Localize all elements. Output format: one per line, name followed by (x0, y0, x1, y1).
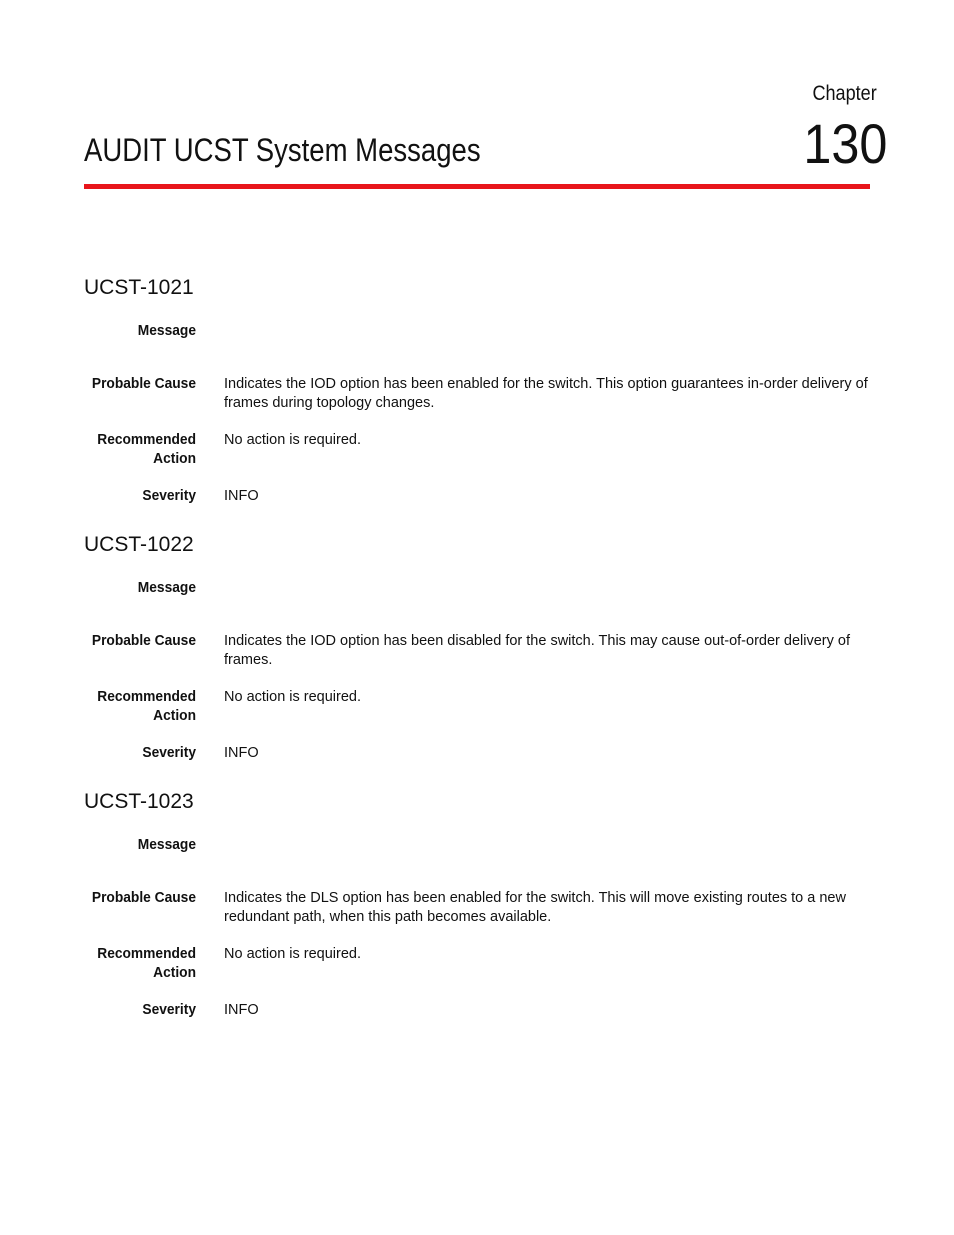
recommended-label-line2: Action (153, 451, 196, 467)
section-ucst-1021 (84, 276, 874, 504)
severity-label: Severity (142, 1002, 196, 1018)
probable-cause-label: Probable Cause (91, 376, 196, 392)
title-rule (84, 184, 870, 189)
message-label: Message (137, 837, 196, 853)
recommended-action-label (90, 688, 196, 726)
recommended-action-text: No action is required. (224, 946, 362, 962)
severity-value: INFO (224, 745, 259, 761)
section-heading: UCST-1021 (84, 276, 194, 299)
severity-value: INFO (224, 488, 259, 504)
recommended-action-label (90, 945, 196, 983)
chapter-label: Chapter (812, 82, 877, 105)
section-ucst-1022 (84, 533, 874, 761)
probable-cause-label: Probable Cause (91, 890, 196, 906)
probable-cause-text: Indicates the IOD option has been enabled for the switch. This option guarantees in-order delivery of frames during topology changes. (224, 376, 868, 411)
chapter-number: 130 (802, 112, 887, 175)
severity-label: Severity (142, 488, 196, 504)
message-label: Message (137, 323, 196, 339)
recommended-label-line1: Recommended (97, 432, 196, 448)
recommended-action-text: No action is required. (224, 689, 362, 705)
probable-cause-label: Probable Cause (91, 633, 196, 649)
recommended-label-line2: Action (153, 965, 196, 981)
recommended-action-label (90, 431, 196, 469)
section-heading: UCST-1023 (84, 790, 194, 813)
recommended-label-line1: Recommended (97, 689, 196, 705)
recommended-label-line1: Recommended (97, 946, 196, 962)
recommended-action-text: No action is required. (224, 432, 362, 448)
probable-cause-text: Indicates the DLS option has been enabled for the switch. This will move existing routes to a new redundant path, when this path becomes available. (224, 890, 846, 925)
message-label: Message (137, 580, 196, 596)
severity-value: INFO (224, 1002, 259, 1018)
probable-cause-text: Indicates the IOD option has been disabled for the switch. This may cause out-of-order delivery of frames. (224, 633, 850, 668)
section-ucst-1023 (84, 790, 874, 1018)
page-title: AUDIT UCST System Messages (84, 132, 481, 168)
severity-label: Severity (142, 745, 196, 761)
section-heading: UCST-1022 (84, 533, 194, 556)
recommended-label-line2: Action (153, 708, 196, 724)
